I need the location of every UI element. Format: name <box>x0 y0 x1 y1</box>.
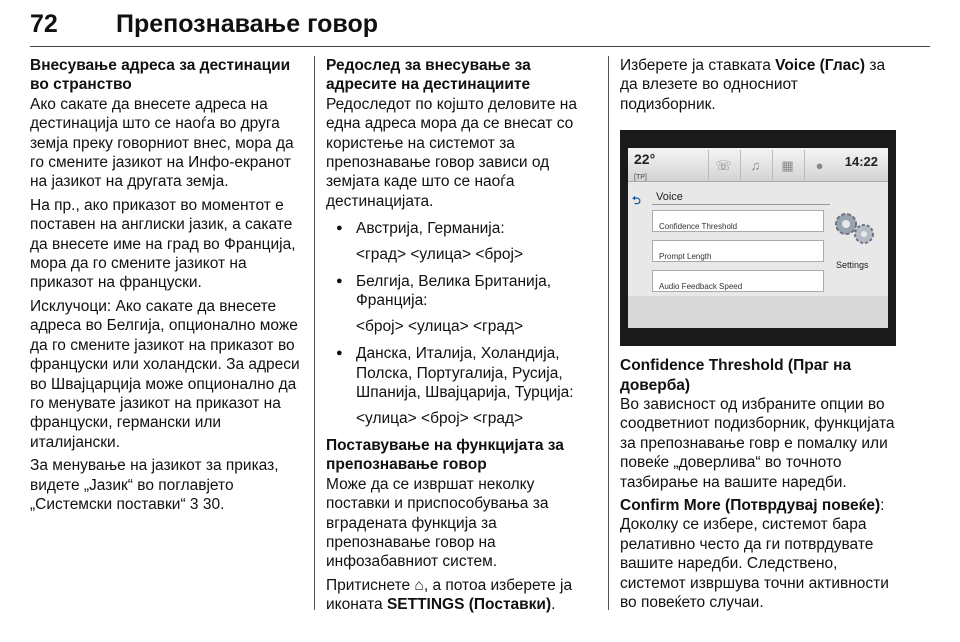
nav-tab-icon[interactable]: ▦ <box>772 150 802 180</box>
paragraph: Во зависност од избраните опции во соодветниот подизборник, функцијата за препознавање говр е помалку или повеќе „доверлива“ во точното тазбирање на вашите наредби. <box>620 396 895 491</box>
paragraph-text: , а потоа изберете ја иконата <box>326 576 573 614</box>
page-reference-icon: 3 <box>189 495 199 513</box>
settings-label: Settings <box>836 260 869 271</box>
paragraph: Исклучоци: Ако сакате да внесете адреса во Белгија, опционално може да го смените јазикот на приказот во француски или холандски. За адреси во Швајцарција може опционално да го менувате јазикот на приказот на француски, германски или италијански. <box>30 297 300 451</box>
paragraph-text: Доколку се избере, системот бара релативно често да ги потврдувате вашите наредби. Следствено, системот извршува точни активности во повеќето случаи. <box>620 516 889 612</box>
page-reference: 30. <box>198 495 225 513</box>
column-divider-2 <box>608 56 609 610</box>
infotainment-screen <box>628 148 888 328</box>
home-icon: ⌂ <box>414 576 424 594</box>
music-tab-icon[interactable]: ♫ <box>740 150 770 180</box>
section-heading-voice-settings: Поставување на функцијата за препознавање говор <box>326 436 564 474</box>
list-item: ● Данска, Италија, Холандија, Полска, Португалија, Русија, Шпанија, Швајцарија, Турција: <box>326 344 598 402</box>
paragraph-text: Изберете ја ставката <box>620 57 776 74</box>
address-order: <град> <улица> <број> <box>356 245 524 263</box>
paragraph: Confirm More (Потврдувај повеќе): Доколку се избере, системот бара релативно често да ги потврдувате вашите наредби. Следствено, системот извршува точни активности во повеќето случаи. <box>620 497 889 612</box>
record-tab-icon[interactable]: ● <box>804 150 834 180</box>
title-divider <box>652 204 830 205</box>
settings-term: SETTINGS (Поставки) <box>386 596 552 614</box>
voice-settings-screenshot <box>620 130 896 346</box>
header-divider <box>30 46 930 47</box>
address-order: <број> <улица> <град> <box>356 317 524 335</box>
voice-term: Voice (Глас) <box>775 57 866 74</box>
settings-gear-icon[interactable] <box>830 208 880 248</box>
column-divider-1 <box>314 56 315 610</box>
screen-footer <box>628 296 888 328</box>
paragraph <box>30 456 304 514</box>
clock: 14:22 <box>844 154 878 170</box>
paragraph-text: За менување на јазикот за приказ, видете „Јазик“ во поглавјето „Системски поставки“ <box>30 457 279 513</box>
address-order: <улица> <број> <град> <box>356 409 524 427</box>
column-1 <box>30 56 304 518</box>
list-item: ● Белгија, Велика Британија, Франција: <box>326 272 598 311</box>
paragraph-text: Притиснете <box>326 576 415 594</box>
section-heading-foreign-address: Внесување адреса за дестинации во странство <box>30 57 291 94</box>
column-2 <box>326 56 598 619</box>
temperature: 22° <box>634 151 656 168</box>
status-bar <box>628 148 888 182</box>
confirm-more-term: Confirm More (Потврдувај повеќе) <box>620 497 881 515</box>
menu-item-prompt-length[interactable]: Prompt Length <box>652 240 824 262</box>
page-number: 72 <box>30 10 58 38</box>
section-heading-confidence-threshold: Confidence Threshold (Праг на доверба) <box>620 357 852 394</box>
paragraph-text: за да влезете во односниот подизборник. <box>620 57 886 113</box>
phone-tab-icon[interactable]: ☏ <box>708 150 738 180</box>
list-item: ● Австрија, Германија: <box>326 219 598 238</box>
paragraph: Ако сакате да внесете адреса на дестинација што се наоѓа во друга земја преку говорниот внес, мора да го смените јазикот на Инфо-екранот на јазикот на другата земја. <box>30 95 294 191</box>
paragraph: Притиснете ⌂, а потоа изберете ја иконата SETTINGS (Поставки). <box>326 576 573 614</box>
column-3 <box>620 56 896 613</box>
paragraph: Редоследот по којшто деловите на една адреса мора да се внесат со користење на системот за препознавање говор зависи од земјата каде што се наоѓа дестинацијата. <box>326 95 577 210</box>
tp-indicator: [TP] <box>634 174 647 182</box>
page-title: Препознавање говор <box>116 10 378 38</box>
paragraph: На пр., ако приказот во моментот е поставен на англиски јазик, а сакате да внесете име на град во Франција, мора да го смените јазикот на приказот на француски. <box>30 196 296 292</box>
back-icon[interactable]: ⮌ <box>632 195 641 208</box>
page-header <box>30 4 930 48</box>
menu-item-confidence-threshold[interactable]: Confidence Threshold <box>652 210 824 232</box>
paragraph <box>620 56 896 114</box>
menu-item-audio-feedback-speed[interactable]: Audio Feedback Speed <box>652 270 824 292</box>
section-heading-address-order: Редослед за внесување за адресите на дестинациите <box>326 57 531 94</box>
screen-title: Voice <box>656 191 683 204</box>
paragraph: Може да се извршат неколку поставки и приспособувања за вградената функција за препознавање говор на инфозабавниот систем. <box>326 475 549 571</box>
